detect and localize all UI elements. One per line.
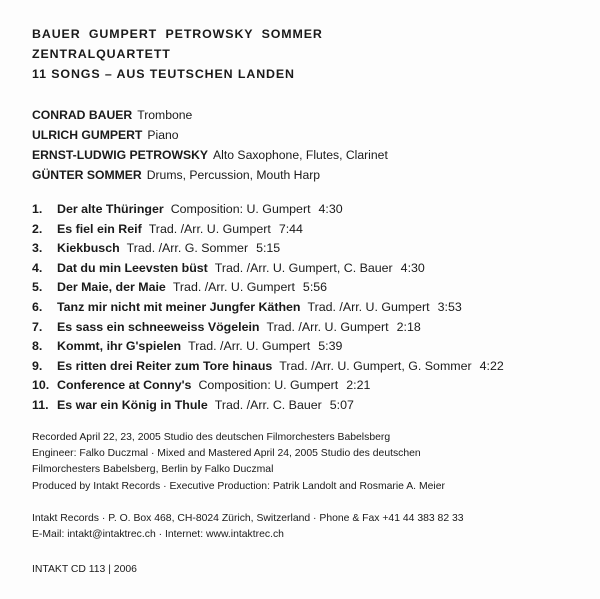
track-row: [32, 239, 504, 259]
musician-instruments: Piano: [147, 128, 179, 142]
track-row: [32, 376, 504, 396]
credit-line: Produced by Intakt Records · Executive Production: Patrik Landolt and Rosmarie A. Meier: [32, 480, 445, 492]
track-credit: Trad. /Arr. C. Bauer: [214, 397, 322, 412]
track-duration: 5:15: [256, 241, 281, 256]
contact-address: Intakt Records · P. O. Box 468, CH-8024 Zürich, Switzerland · Phone & Fax +41 44 383 82 33: [32, 513, 464, 524]
track-duration: 5:07: [329, 397, 354, 412]
track-credit: Trad. /Arr. U. Gumpert: [307, 299, 430, 314]
track-credit: Trad. /Arr. U. Gumpert: [266, 319, 389, 334]
track-duration: 4:30: [318, 202, 343, 216]
track-number: 5.: [32, 280, 43, 295]
track-duration: 4:30: [400, 260, 425, 275]
track-number: 9.: [32, 358, 43, 373]
track-title: Dat du min Leevsten büst: [57, 260, 208, 275]
group-heading: ZENTRALQUARTETT: [32, 47, 171, 61]
track-credit: Trad. /Arr. U. Gumpert: [188, 339, 311, 354]
artists-heading: BAUER GUMPERT PETROWSKY SOMMER: [32, 27, 323, 41]
track-credit: Trad. /Arr. G. Sommer: [126, 241, 249, 256]
track-credit: Trad. /Arr. U. Gumpert: [148, 221, 271, 236]
track-row: [32, 396, 504, 416]
credit-line: Recorded April 22, 23, 2005 Studio des deutschen Filmorchesters Babelsberg: [32, 432, 391, 443]
musician-instruments: Drums, Percussion, Mouth Harp: [146, 168, 321, 182]
track-row: [32, 337, 504, 357]
track-duration: 2:18: [396, 319, 421, 334]
track-row: [32, 220, 504, 240]
track-credit: Trad. /Arr. U. Gumpert, G. Sommer: [279, 358, 472, 373]
track-number: 2.: [32, 221, 43, 236]
musician-name: CONRAD BAUER: [32, 108, 133, 122]
album-title: 11 SONGS – AUS TEUTSCHEN LANDEN: [32, 67, 295, 81]
track-number: 7.: [32, 319, 43, 334]
musician-row: [32, 105, 388, 125]
track-title: Es war ein König in Thule: [57, 397, 208, 412]
track-credit: Trad. /Arr. U. Gumpert, C. Bauer: [214, 260, 393, 275]
track-duration: 3:53: [437, 299, 462, 314]
musician-name: ERNST-LUDWIG PETROWSKY: [32, 148, 209, 162]
musician-instruments: Alto Saxophone, Flutes, Clarinet: [213, 148, 388, 162]
track-title: Tanz mir nicht mit meiner Jungfer Käthen: [57, 299, 301, 314]
track-title: Der Maie, der Maie: [57, 280, 166, 295]
track-row: [32, 357, 504, 377]
track-row: [32, 278, 504, 298]
catalog-number: INTAKT CD 113 | 2006: [32, 564, 137, 575]
track-duration: 7:44: [278, 221, 303, 236]
track-number: 8.: [32, 339, 43, 354]
musician-name: GÜNTER SOMMER: [32, 168, 142, 182]
track-credit: Composition: U. Gumpert: [198, 378, 339, 393]
track-title: Conference at Conny's: [57, 378, 192, 393]
track-number: 11.: [32, 397, 49, 412]
track-credit: Trad. /Arr. U. Gumpert: [172, 280, 295, 295]
track-number: 6.: [32, 299, 43, 314]
musician-instruments: Trombone: [137, 108, 193, 122]
track-credit: Composition: U. Gumpert: [170, 202, 311, 216]
musician-row: [32, 165, 388, 185]
track-title: Kommt, ihr G'spielen: [57, 339, 182, 354]
musician-row: [32, 125, 388, 145]
track-title: Kiekbusch: [57, 241, 120, 256]
label-contact: [32, 511, 464, 543]
credit-line: Engineer: Falko Duczmal · Mixed and Mastered April 24, 2005 Studio des deutschen: [32, 448, 421, 460]
track-number: 10.: [32, 378, 50, 393]
track-title: Es ritten drei Reiter zum Tore hinaus: [57, 358, 273, 373]
track-number: 4.: [32, 260, 43, 275]
track-list: [32, 200, 504, 416]
track-duration: 2:21: [346, 378, 371, 393]
track-row: [32, 259, 504, 279]
track-duration: 5:56: [302, 280, 328, 295]
track-row: [32, 298, 504, 318]
musician-name: ULRICH GUMPERT: [32, 128, 143, 142]
track-duration: 5:39: [318, 339, 343, 354]
recording-credits: [32, 430, 445, 495]
track-number: 1.: [32, 202, 43, 216]
track-title: Der alte Thüringer: [57, 202, 164, 216]
track-title: Es sass ein schneeweiss Vögelein: [57, 319, 260, 334]
musician-row: [32, 145, 388, 165]
musicians-list: [32, 105, 388, 185]
track-row: [32, 318, 504, 338]
credit-line: Filmorchesters Babelsberg, Berlin by Falko Duczmal: [32, 464, 274, 476]
contact-online: E-Mail: intakt@intaktrec.ch · Internet: www.intaktrec.ch: [32, 529, 284, 541]
track-number: 3.: [32, 241, 43, 256]
track-row: [32, 200, 504, 220]
track-duration: 4:22: [479, 358, 504, 373]
track-title: Es fiel ein Reif: [57, 221, 142, 236]
